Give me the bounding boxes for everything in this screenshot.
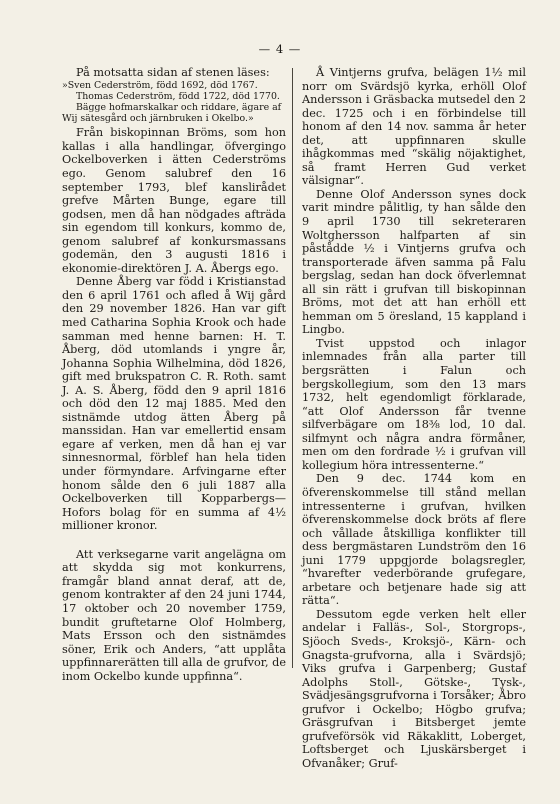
inscription-line: Bägge hofmarskalkar och riddare, ägare af	[76, 101, 282, 113]
right-column	[302, 66, 526, 770]
section-gap	[62, 533, 286, 548]
paragraph: Från biskopinnan Bröms, som hon kallas i alla handlingar, öfvergingo Ockelboverken i ätten Cederströms ego. Genom salubref den 16 september 1793, blef kanslirådet grefve Mårten Bunge, egare till godsen, men då han nödgades afträda sin egendom till konkurs, kommo de, genom salubref af konkursmassans godemän, den 3 augusti 1816 i ekonomie-direktören J. A. Åbergs ego.	[62, 126, 286, 275]
paragraph: Denne Olof Andersson synes dock varit mindre pålitlig, ty han sålde den 9 april 1730 till sekreteraren Woltghersson halfparten af sin påstådde ½ i Vintjerns grufva och transporterade äfven samma på Falu bergslag, sedan han dock öfverlemnat all sin rätt i grufvan till biskopinnan Bröms, mot det att han erhöll ett hemman om 5 öresland, 15 kappland i Lingbo.	[302, 187, 526, 337]
paragraph: Denne Åberg var född i Kristianstad den 6 april 1761 och afled å Wij gård den 29 november 1826. Han var gift med Catharina Sophia Krook och hade samman med henne barnen: H. T. Åberg, död utomlands i yngre år, Johanna Sophia Wilhelmina, död 1826, gift med brukspatron C. R. Roth. samt J. A. S. Åberg, född den 9 april 1816 och död den 12 maj 1885. Med den sistnämde utdog ätten Åberg på manssidan. Han var emellertid ensam egare af verken, men då han ej var sinnesnormal, förblef han hela tiden under förmyndare. Arfvingarne efter honom sålde den 6 juli 1887 alla Ockelboverken till Kopparbergs—Hofors bolag för en summa af 4½ millioner kronor.	[62, 275, 286, 533]
left-column	[62, 66, 286, 683]
inscription-line: »Sven Cederström, född 1692, död 1767.	[62, 79, 258, 91]
paragraph: Den 9 dec. 1744 kom en öfverenskommelse till stånd mellan intressenterne i grufvan, hvilken öfverenskommelse dock bröts af flere och vållade åtskilliga konflikter till dess bergmästaren Lundström den 16 juni 1779 uppgjorde bolagsregler, “hvarefter vederbörande grufegare, arbetare och betjenare hade sig att rätta“.	[302, 472, 526, 608]
column-divider	[292, 68, 293, 668]
inscription-intro: På motsatta sidan af stenen läses:	[76, 66, 270, 79]
paragraph: Tvist uppstod och inlagor inlemnades från alla parter till bergsrätten i Falun och bergskollegium, som den 13 mars 1732, helt egendomligt förklarade, “att Olof Andersson får tvenne silfverbägare om 18⅜ lod, 10 dal. silfmynt och några andra förmåner, men om den fordrade ½ i grufvan vill kollegium höra intressenterne.“	[302, 336, 526, 472]
inscription-line: Thomas Cederström, född 1722, död 1770.	[76, 90, 280, 102]
paragraph: Att verksegarne varit angelägna om att skydda sig mot konkurrens, framgår bland annat deraf, att de, genom kontrakter af den 24 juni 1744, 17 oktober och 20 november 1759, bundit gruftetarne Olof Holmberg, Mats Ersson och den sistnämdes söner, Erik och Anders, “att upplåta uppfinnarerätten till alla de grufvor, de inom Ockelbo kunde uppfinna“.	[62, 547, 286, 683]
paragraph: Dessutom egde verken helt eller andelar i Falläs-, Sol-, Storgrops-, Sjöoch Sveds-, Kroksjö-, Kärn- och Gnagsta-grufvorna, alla i Svärdsjö; Viks grufva i Garpenberg; Gustaf Adolphs Stoll-, Götske-, Tysk-, Svädjesängsgrufvorna i Torsåker; Åbro grufvor i Ockelbo; Högbo grufva; Gräsgrufvan i Bitsberget jemte grufveförsök vid Räkaklitt, Loberget, Loftsberget och Ljuskärsberget i Ofvanåker; Gruf-	[302, 607, 526, 770]
paragraph: Å Vintjerns grufva, belägen 1½ mil norr om Svärdsjö kyrka, erhöll Olof Andersson i Gräsbacka mutsedel den 2 dec. 1725 och i en förbindelse till honom af den 14 nov. samma år heter det, att uppfinnaren skulle ihågkommas med “skälig nöjaktighet, så framt Herren Gud verket välsignar“.	[302, 66, 526, 188]
inscription-quote	[62, 80, 286, 125]
page-number: — 4 —	[258, 42, 302, 56]
inscription-line: Wij sätesgård och järnbruken i Okelbo.»	[62, 113, 254, 125]
